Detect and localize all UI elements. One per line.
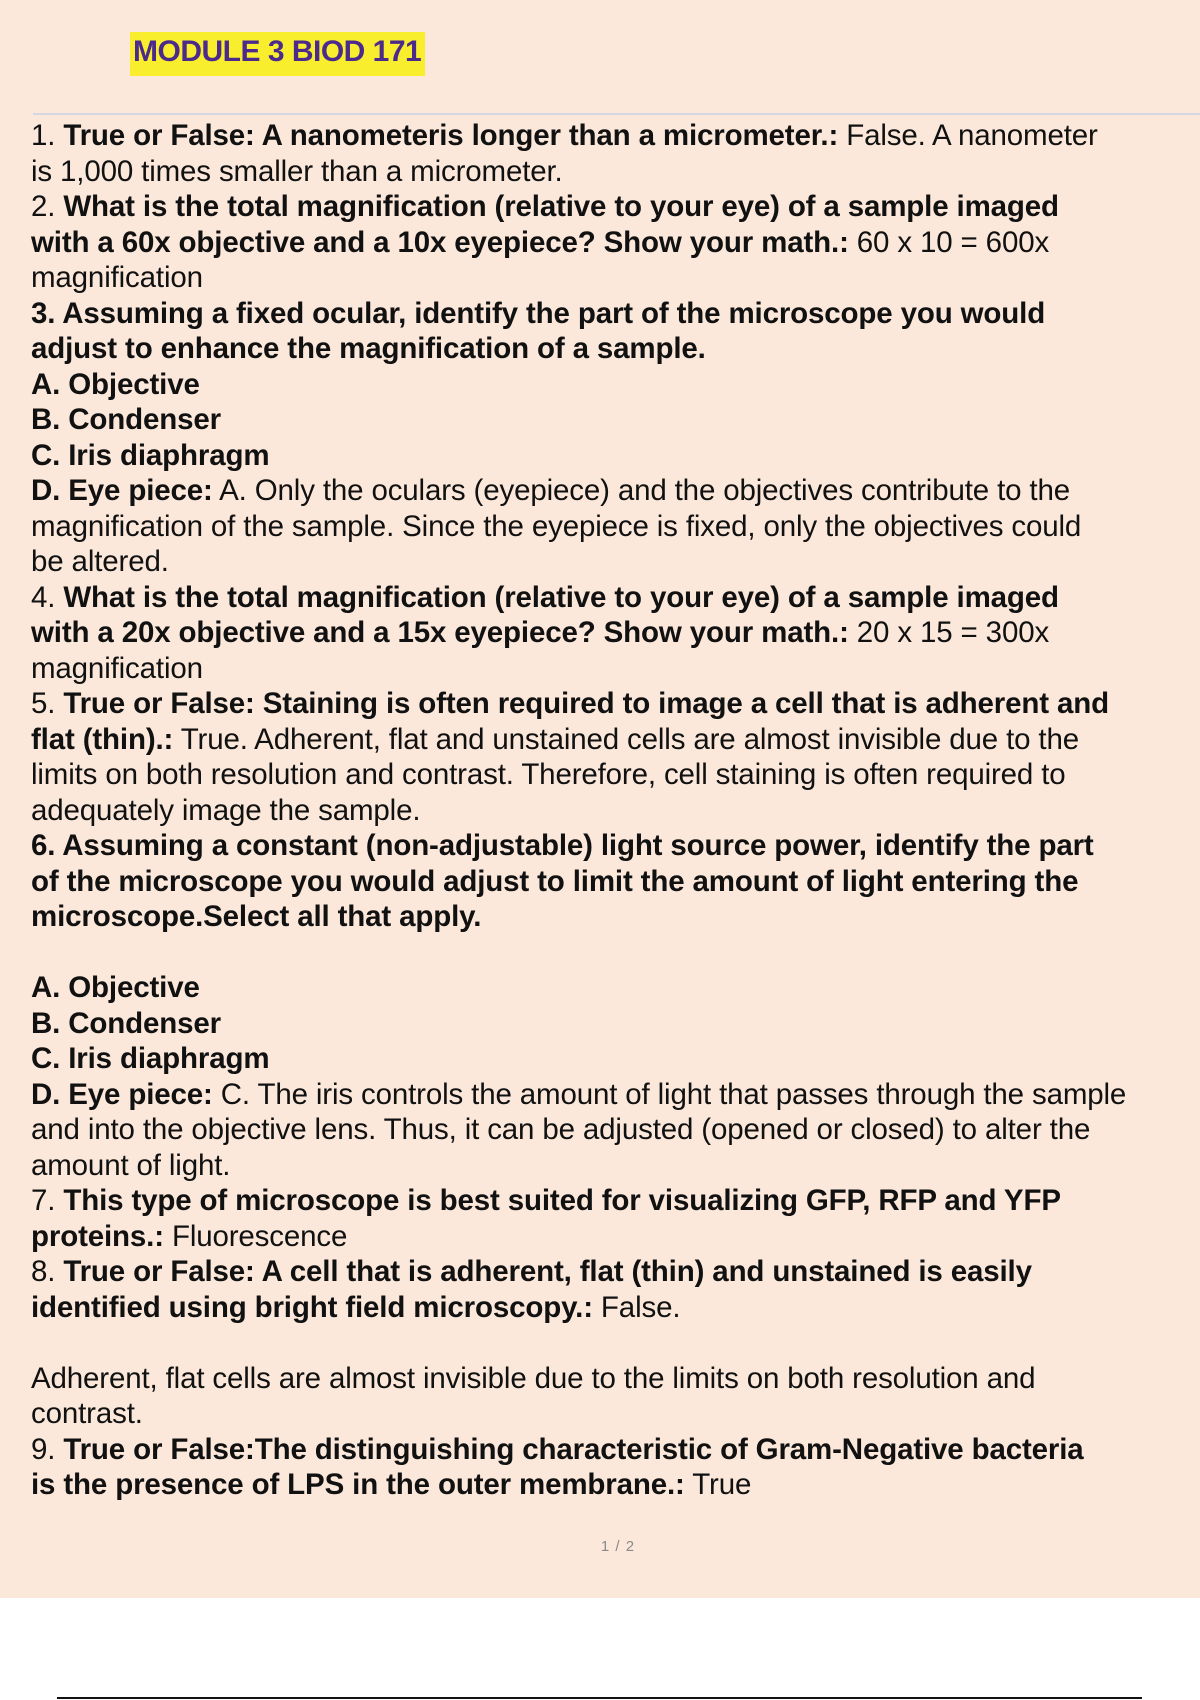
text-line (31, 1254, 1200, 1290)
question-text: This type of microscope is best suited for visualizing GFP, RFP and YFP (63, 1184, 1061, 1217)
question-text: with a 60x objective and a 10x eyepiece? Show your math.: (31, 225, 849, 259)
text-line (31, 1361, 1200, 1397)
text-line (31, 1077, 1200, 1113)
answer-text: 60 x 10 = 600x (848, 225, 1050, 259)
answer-text: is 1,000 times smaller than a micrometer. (31, 154, 563, 188)
header-divider (33, 113, 1200, 115)
question-text: D. Eye piece: (31, 1077, 213, 1111)
question-text: 6. Assuming a constant (non-adjustable) light source power, identify the part (31, 829, 1094, 862)
text-line (31, 473, 1200, 509)
question-text: with a 20x objective and a 15x eyepiece? Show your math.: (31, 616, 849, 649)
question-number: 7. (31, 1184, 64, 1217)
answer-text: adequately image the sample. (31, 793, 421, 827)
text-line (31, 1219, 1200, 1255)
answer-text: limits on both resolution and contrast. Therefore, cell staining is often required to (31, 758, 1066, 791)
text-line (31, 367, 1200, 403)
question-number: 8. (31, 1255, 64, 1288)
answer-text: Adherent, flat cells are almost invisible due to the limits on both resolution and (31, 1361, 1036, 1395)
answer-text: Fluorescence (163, 1219, 348, 1253)
text-line (31, 686, 1200, 722)
question-text: True or False:The distinguishing characteristic of Gram-Negative bacteria (63, 1432, 1084, 1466)
question-text: B. Condenser (31, 1006, 221, 1040)
text-line (31, 260, 1200, 296)
text-line (31, 544, 1200, 580)
answer-text: and into the objective lens. Thus, it can be adjusted (opened or closed) to alter the (31, 1113, 1091, 1146)
text-line (31, 331, 1200, 367)
answer-text: A. Only the oculars (eyepiece) and the objectives contribute to the (212, 474, 1070, 507)
text-line (31, 864, 1200, 900)
text-line (31, 402, 1200, 438)
answer-text: 20 x 15 = 300x (848, 616, 1050, 649)
answer-text: magnification (31, 651, 203, 685)
text-line (31, 1396, 1200, 1432)
qa-content (31, 118, 1200, 1503)
text-line (31, 1183, 1200, 1219)
text-line (31, 296, 1200, 332)
answer-text: contrast. (31, 1397, 143, 1430)
question-number: 4. (31, 580, 64, 614)
text-line (31, 438, 1200, 474)
answer-text: amount of light. (31, 1148, 231, 1182)
text-line (31, 615, 1200, 651)
question-text: identified using bright field microscopy.: (31, 1290, 593, 1324)
text-line (31, 1467, 1200, 1503)
question-text: 3. Assuming a fixed ocular, identify the part of the microscope you would (31, 296, 1046, 330)
question-text: adjust to enhance the magnification of a sample. (31, 332, 706, 365)
text-line (31, 154, 1200, 190)
answer-text: True (684, 1468, 752, 1501)
text-line (31, 722, 1200, 758)
blank-line (31, 935, 1200, 971)
answer-text: magnification of the sample. Since the eyepiece is fixed, only the objectives could (31, 509, 1082, 543)
answer-text: False. A nanometer (838, 119, 1098, 152)
answer-text: False. (592, 1290, 681, 1324)
blank-line (31, 1325, 1200, 1361)
text-line (31, 189, 1200, 225)
question-text: proteins.: (31, 1219, 164, 1253)
answer-text: True. Adherent, flat and unstained cells are almost invisible due to the (173, 722, 1079, 756)
question-text: D. Eye piece: (31, 474, 213, 507)
text-line (31, 1290, 1200, 1326)
text-line (31, 1432, 1200, 1468)
question-text: of the microscope you would adjust to limit the amount of light entering the (31, 864, 1079, 898)
text-line (31, 1041, 1200, 1077)
text-line (31, 509, 1200, 545)
page-indicator: 1 / 2 (600, 1538, 636, 1555)
text-line (31, 225, 1200, 261)
question-text: What is the total magnification (relative to your eye) of a sample imaged (63, 580, 1059, 614)
question-number: 5. (31, 687, 64, 720)
text-line (31, 828, 1200, 864)
answer-text: C. The iris controls the amount of light that passes through the sample (212, 1077, 1127, 1111)
question-text: C. Iris diaphragm (31, 438, 270, 472)
question-text: microscope.Select all that apply. (31, 900, 482, 933)
question-text: What is the total magnification (relative to your eye) of a sample imaged (63, 190, 1059, 223)
question-text: A. Objective (31, 971, 200, 1004)
text-line (31, 970, 1200, 1006)
question-text: True or False: A nanometeris longer than a micrometer.: (63, 119, 839, 152)
question-text: flat (thin).: (31, 722, 174, 756)
question-text: True or False: A cell that is adherent, flat (thin) and unstained is easily (63, 1255, 1032, 1288)
question-text: True or False: Staining is often required to image a cell that is adherent and (63, 687, 1109, 720)
question-number: 1. (31, 119, 64, 152)
text-line (31, 1112, 1200, 1148)
question-number: 9. (31, 1432, 64, 1466)
question-number: 2. (31, 190, 64, 223)
question-text: A. Objective (31, 367, 200, 401)
page-title: MODULE 3 BIOD 171 (133, 35, 422, 68)
text-line (31, 757, 1200, 793)
question-text: is the presence of LPS in the outer membrane.: (31, 1468, 685, 1501)
text-line (31, 651, 1200, 687)
text-line (31, 1006, 1200, 1042)
text-line (31, 118, 1200, 154)
footer-divider (57, 1697, 1142, 1699)
text-line (31, 899, 1200, 935)
text-line (31, 793, 1200, 829)
answer-text: be altered. (31, 545, 169, 578)
answer-text: magnification (31, 261, 203, 294)
question-text: C. Iris diaphragm (31, 1042, 270, 1075)
text-line (31, 580, 1200, 616)
text-line (31, 1148, 1200, 1184)
title-highlight (130, 32, 425, 76)
question-text: B. Condenser (31, 403, 221, 436)
